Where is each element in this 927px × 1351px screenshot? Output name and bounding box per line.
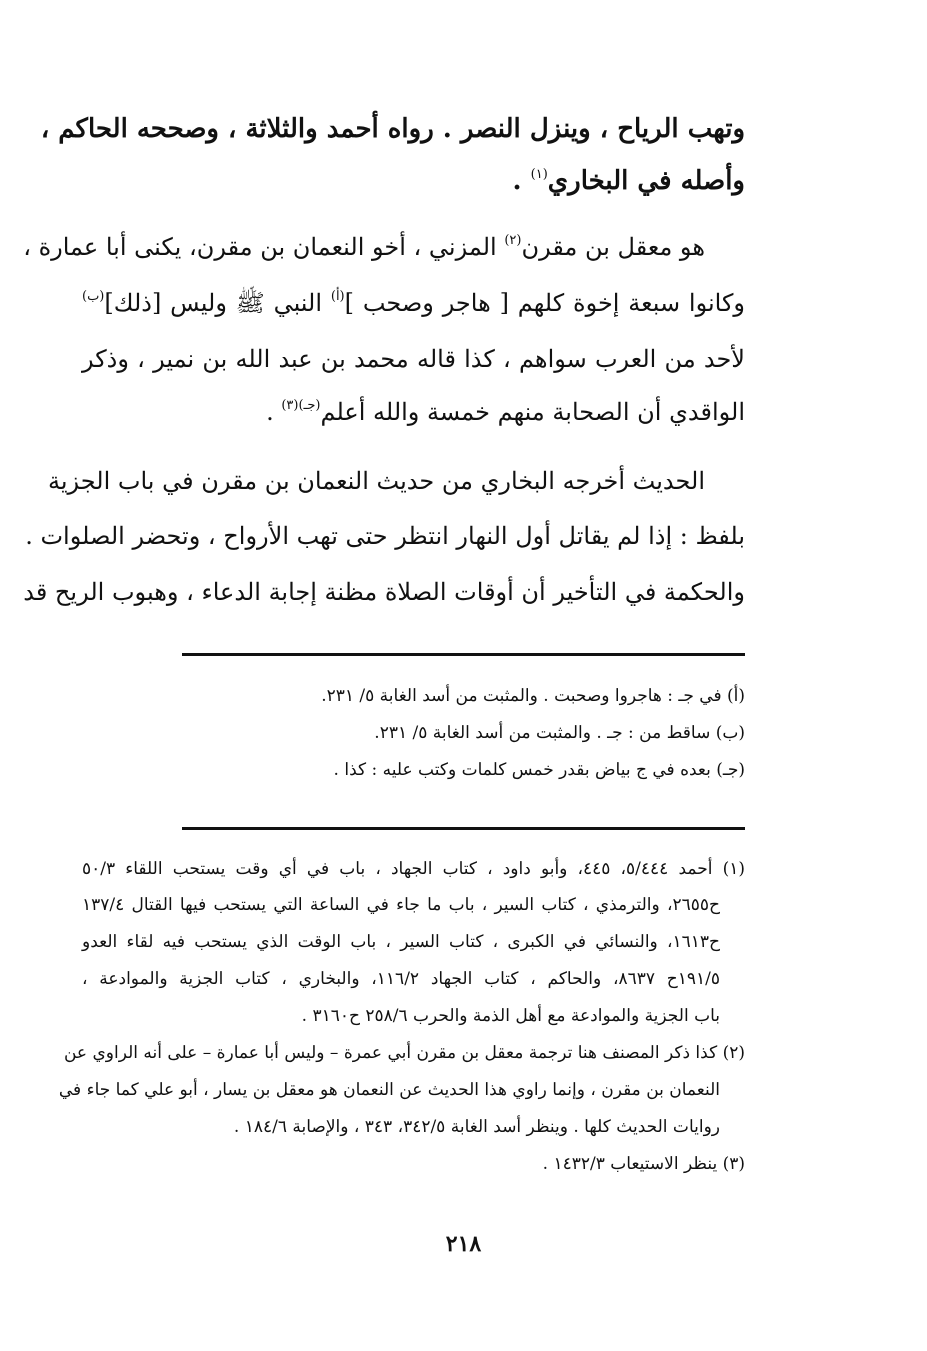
main-text-line: لأحد من العرب سواهم ، كذا قاله محمد بن عبد الله بن نمير ، وذكر (82, 345, 745, 373)
main-text-line: وكانوا سبعة إخوة كلهم [ هاجر وصحب ]$^{(أ)}$ النبي ﷺ وليس [ذلك]$^{(ب)}$ (82, 289, 745, 317)
variant-ref: (أ) (330, 289, 345, 304)
main-text-line: وتهب الرياح ، وينزل النصر . رواه أحمد والثلاثة ، وصححه الحاكم ، (40, 114, 745, 144)
footnote-ref: (جـ)(٣) (281, 398, 321, 413)
footnote-line: (٣) ينظر الاستيعاب ١٤٣٢/٣ . (542, 1154, 745, 1174)
footnote-ref: (١) (530, 167, 548, 182)
footnote-line: ح١٦١٣، والنسائي في الكبرى ، كتاب السير ، باب الوقت الذي يستحب فيه لقاء العدو (82, 932, 720, 952)
variant-ref: (ب) (82, 289, 105, 304)
footnote-line: ح٢٦٥٥، والترمذي ، كتاب السير ، باب ما جاء في الساعة التي يستحب فيها القتال ١٣٧/٤ (82, 895, 720, 915)
footnote-divider (182, 653, 745, 656)
page-number: ٢١٨ (445, 1231, 482, 1257)
main-text-line: والحكمة في التأخير أن أوقات الصلاة مظنة إجابة الدعاء ، وهبوب الريح قد (23, 578, 745, 606)
variant-note: (جـ) بعده في ج بياض بقدر خمس كلمات وكتب عليه : كذا . (333, 760, 745, 780)
footnote-divider (182, 827, 745, 830)
main-text-line: بلفظ : إذا لم يقاتل أول النهار انتظر حتى تهب الأرواح ، وتحضر الصلوات . (25, 522, 745, 550)
main-text-line: هو معقل بن مقرن$^{(٢)}$ المزني ، أخو النعمان بن مقرن، يكنى أبا عمارة ، (23, 233, 705, 261)
footnote-line: (٢) كذا ذكر المصنف هنا ترجمة معقل بن مقرن أبي عمرة – وليس أبا عمارة – على أنه الراوي عن (63, 1043, 745, 1063)
footnote-line: النعمان بن مقرن ، وإنما راوي هذا الحديث عن النعمان هو معقل بن يسار ، أبو علي كما جاء في (58, 1080, 720, 1100)
footnote-line: روايات الحديث كلها . وينظر أسد الغابة ٣٤٢/٥، ٣٤٣ ، والإصابة ١٨٤/٦ . (233, 1117, 720, 1137)
footnote-line: (١) أحمد ٥/٤٤٤، ٤٤٥، وأبو داود ، كتاب الجهاد ، باب في أي وقت يستحب اللقاء ٥٠/٣ (82, 859, 745, 879)
variant-note: (أ) في جـ : هاجروا وصحبت . والمثبت من أسد الغابة ٥/ ٢٣١. (321, 686, 745, 706)
main-text-line: وأصله في البخاري$^{(١)}$ . (512, 166, 745, 196)
main-text-line: الحديث أخرجه البخاري من حديث النعمان بن مقرن في باب الجزية (47, 467, 705, 495)
footnote-ref: (٢) (504, 233, 522, 248)
main-text-line: الواقدي أن الصحابة منهم خمسة والله أعلم$^{(جـ)(٣)}$ . (266, 398, 745, 426)
footnote-line: ١٩١/٥ح ٨٦٣٧، والحاكم ، كتاب الجهاد ١١٦/٢، والبخاري ، كتاب الجزية والموادعة ، (82, 969, 720, 989)
footnote-line: باب الجزية والموادعة مع أهل الذمة والحرب ٢٥٨/٦ ح٣١٦٠ . (301, 1006, 720, 1026)
variant-note: (ب) ساقط من : جـ . والمثبت من أسد الغابة ٥/ ٢٣١. (374, 723, 745, 743)
